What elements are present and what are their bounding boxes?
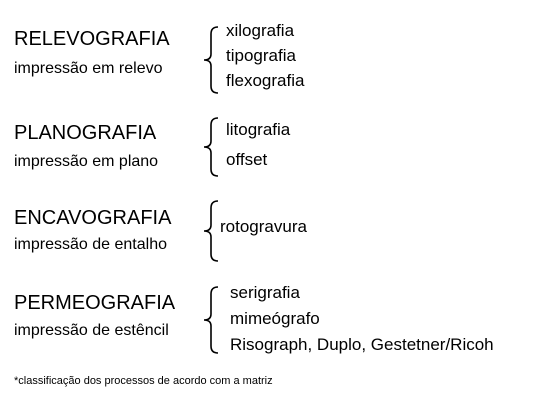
category-title-encavografia: ENCAVOGRAFIA [14, 207, 172, 229]
process-item-rotogravura: rotogravura [220, 217, 307, 236]
process-item-tipografia: tipografia [226, 46, 296, 65]
process-item-risograph: Risograph, Duplo, Gestetner/Ricoh [230, 335, 494, 354]
category-subtitle-planografia: impressão em plano [14, 153, 159, 170]
category-title-planografia: PLANOGRAFIA [14, 122, 157, 144]
brace-planografia [202, 117, 220, 177]
brace-permeografia [202, 286, 220, 354]
brace-relevografia [202, 26, 220, 94]
process-item-flexografia: flexografia [226, 71, 305, 90]
process-item-serigrafia: serigrafia [230, 283, 300, 302]
brace-encavografia [202, 200, 220, 262]
process-item-xilografia: xilografia [226, 21, 295, 40]
process-item-litografia: litografia [226, 120, 291, 139]
category-title-permeografia: PERMEOGRAFIA [14, 292, 176, 314]
process-item-offset: offset [226, 150, 268, 169]
category-subtitle-permeografia: impressão de estêncil [14, 322, 169, 339]
process-item-mimeografo: mimeógrafo [230, 309, 320, 328]
category-subtitle-relevografia: impressão em relevo [14, 60, 163, 77]
footnote: *classificação dos processos de acordo com a matriz [14, 375, 273, 387]
category-title-relevografia: RELEVOGRAFIA [14, 28, 170, 50]
category-subtitle-encavografia: impressão de entalho [14, 236, 167, 253]
